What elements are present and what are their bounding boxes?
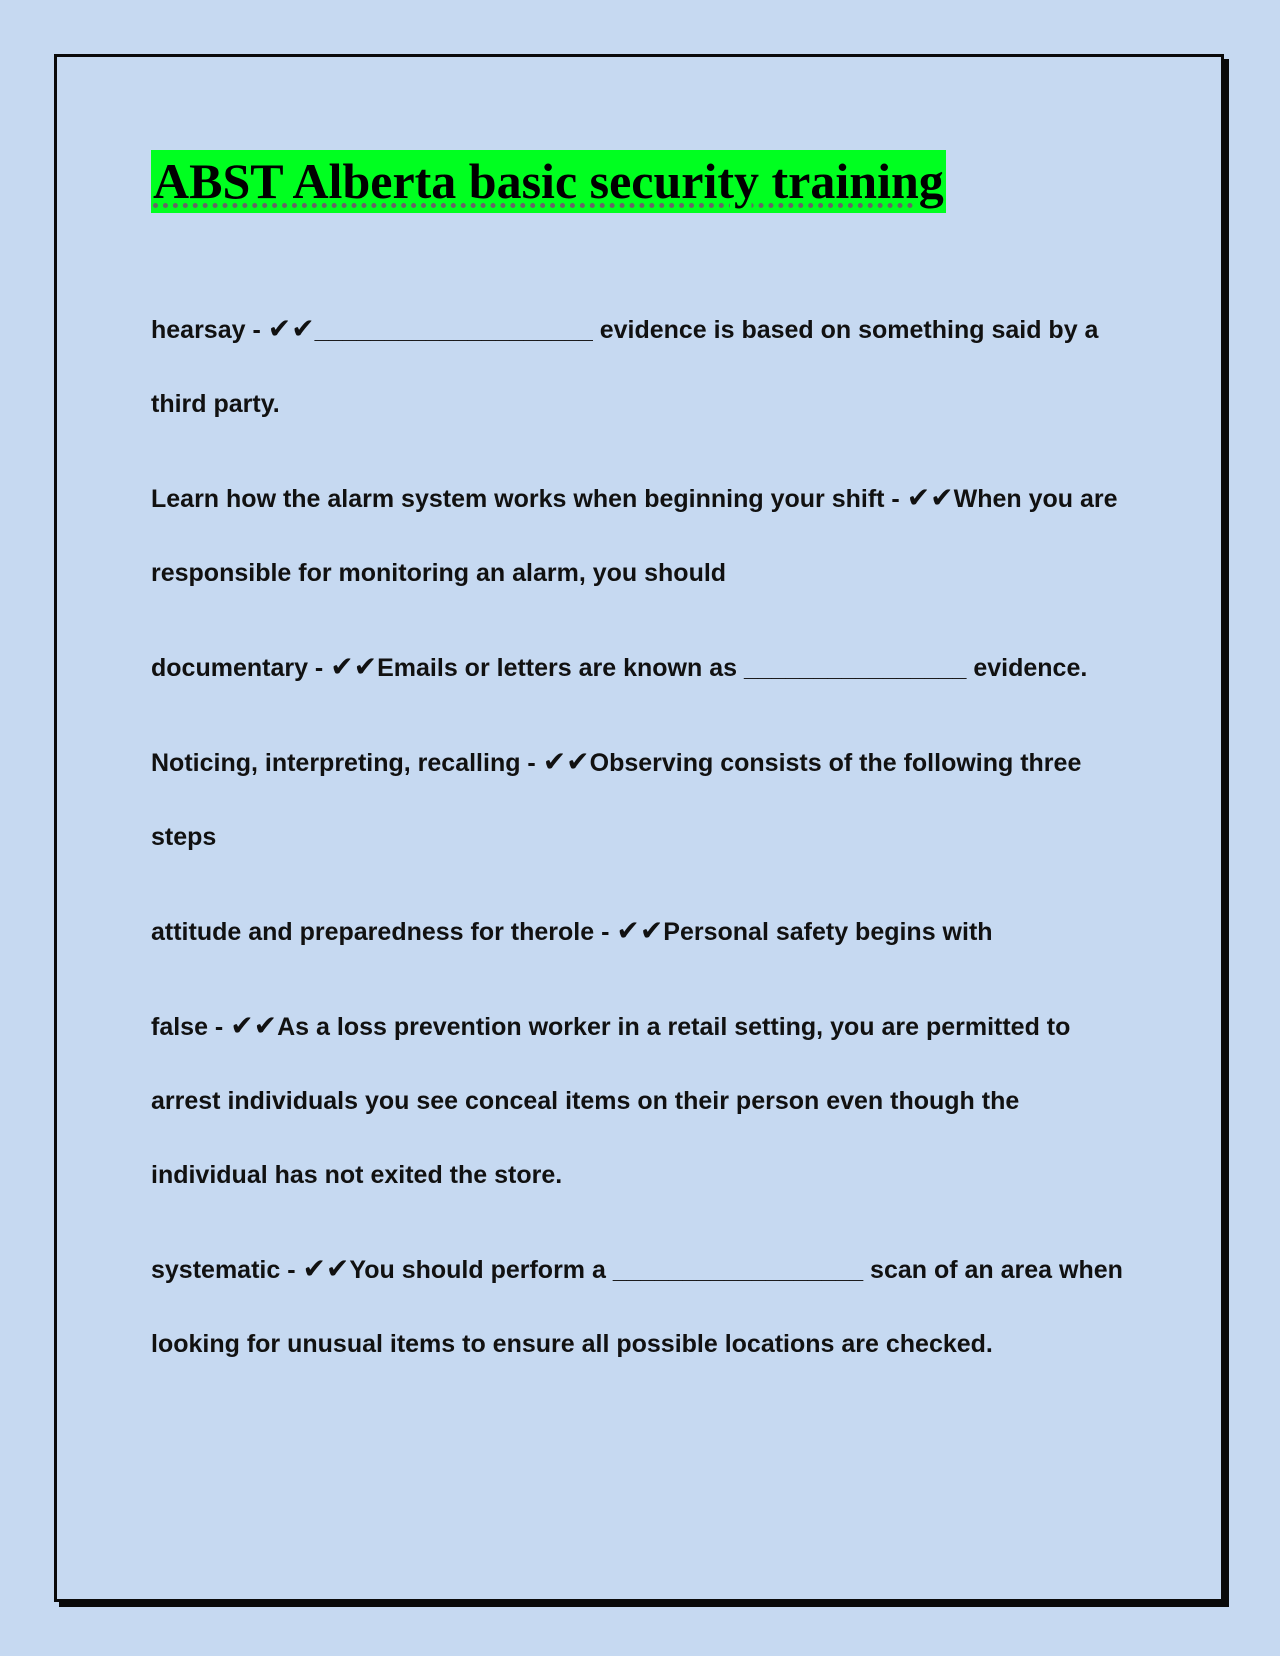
qa-item bbox=[151, 725, 1141, 874]
qa-definition: Observing consists of the following three steps bbox=[151, 749, 1082, 851]
document-title: ABST Alberta basic security training bbox=[151, 150, 946, 213]
qa-definition: When you are responsible for monitoring an alarm, you should bbox=[151, 485, 1118, 587]
qa-item bbox=[151, 292, 1141, 441]
check-mark-icon: ✔︎✔︎ bbox=[330, 650, 378, 683]
qa-item bbox=[151, 461, 1141, 610]
qa-definition: Emails or letters are known as ________________ evidence. bbox=[377, 654, 1088, 682]
qa-term: systematic - bbox=[151, 1256, 303, 1284]
qa-item bbox=[151, 894, 1141, 969]
qa-item bbox=[151, 1232, 1141, 1381]
qa-definition: Personal safety begins with bbox=[663, 918, 993, 946]
qa-list bbox=[151, 292, 1141, 1381]
qa-definition: You should perform a __________________ scan of an area when looking for unusual items to ensure all possible locations are checked. bbox=[151, 1256, 1123, 1358]
check-mark-icon: ✔︎✔︎ bbox=[230, 1009, 278, 1042]
qa-item bbox=[151, 989, 1141, 1212]
check-mark-icon: ✔︎✔︎ bbox=[616, 914, 664, 947]
check-mark-icon: ✔︎✔︎ bbox=[906, 481, 954, 514]
check-mark-icon: ✔︎✔︎ bbox=[542, 745, 590, 778]
qa-term: false - bbox=[151, 1013, 231, 1041]
qa-item bbox=[151, 630, 1141, 705]
check-mark-icon: ✔︎✔︎ bbox=[267, 312, 315, 345]
qa-term: documentary - bbox=[151, 654, 331, 682]
check-mark-icon: ✔︎✔︎ bbox=[302, 1252, 350, 1285]
qa-term: Noticing, interpreting, recalling - bbox=[151, 749, 543, 777]
qa-term: hearsay - bbox=[151, 316, 268, 344]
qa-definition: ____________________ evidence is based on something said by a third party. bbox=[151, 316, 1099, 418]
qa-definition: As a loss prevention worker in a retail setting, you are permitted to arrest individuals you see conceal items on their person even though the individual has not exited the store. bbox=[151, 1013, 1071, 1189]
qa-term: attitude and preparedness for therole - bbox=[151, 918, 617, 946]
qa-term: Learn how the alarm system works when beginning your shift - bbox=[151, 485, 907, 513]
